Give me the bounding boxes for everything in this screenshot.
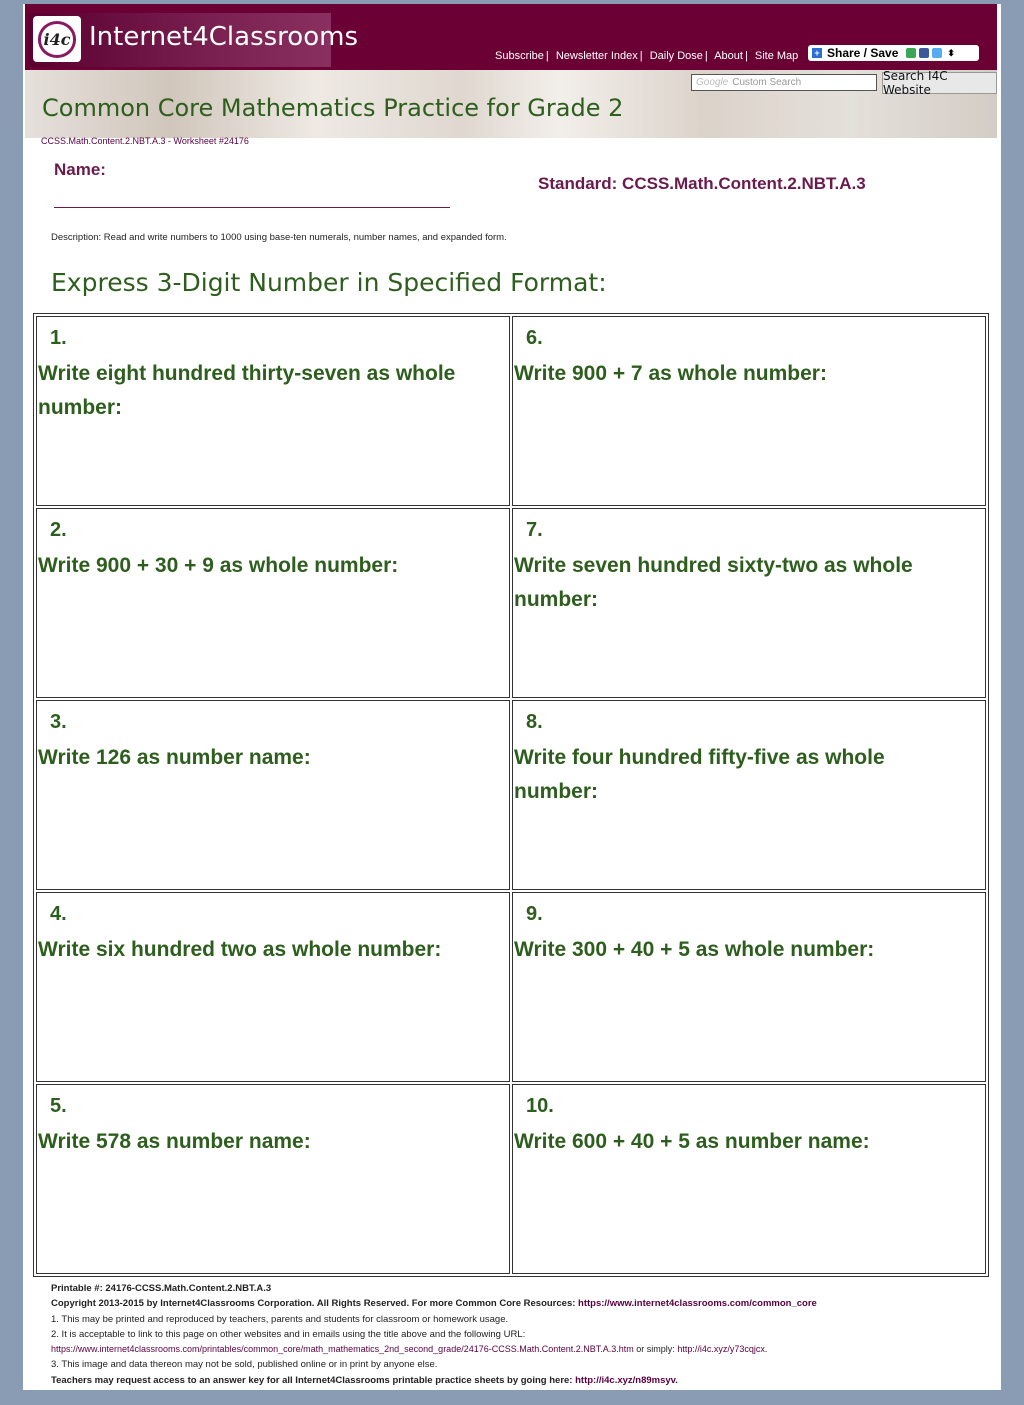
name-line — [54, 207, 450, 208]
question-number: 2. — [50, 519, 67, 541]
question-cell — [512, 508, 986, 698]
printable-number: Printable #: 24176-CCSS.Math.Content.2.NBT.A.3 — [51, 1283, 272, 1294]
question-text: Write four hundred fifty-five as whole number: — [514, 746, 885, 803]
question-cell — [36, 316, 510, 506]
nav-newsletter-index[interactable]: Newsletter Index — [555, 50, 638, 62]
question-cell — [36, 700, 510, 890]
question-cell — [512, 700, 986, 890]
note-3: 3. This image and data thereon may not be sold, published online or in print by anyone else. — [51, 1359, 438, 1371]
question-grid — [33, 313, 989, 1277]
nav-about[interactable]: About — [714, 50, 743, 62]
copyright: Copyright 2013-2015 by Internet4Classrooms Corporation. All Rights Reserved. For more Common Core Resources: https://www.internet4classrooms.com/common_core — [51, 1298, 817, 1310]
plus-icon: + — [812, 48, 822, 58]
twitter-icon — [932, 48, 942, 58]
search-button[interactable]: Search I4C Website — [882, 72, 997, 94]
i4c-logo-icon — [33, 16, 81, 62]
nav-daily-dose[interactable]: Daily Dose — [649, 50, 703, 62]
short-url[interactable]: http://i4c.xyz/y73cqjcx — [677, 1344, 765, 1355]
nav-subscribe[interactable]: Subscribe — [495, 50, 544, 62]
nav-site-map[interactable]: Site Map — [754, 50, 799, 62]
footer — [51, 1281, 991, 1388]
note-1: 1. This may be printed and reproduced by teachers, parents and students for classroom or homework usage. — [51, 1313, 509, 1325]
question-number: 10. — [526, 1095, 554, 1117]
site-logo[interactable] — [29, 13, 358, 67]
question-cell — [36, 508, 510, 698]
question-number: 8. — [526, 711, 543, 733]
question-cell — [36, 1084, 510, 1274]
question-text: Write 900 + 7 as whole number: — [514, 362, 827, 385]
standard-label: Standard: CCSS.Math.Content.2.NBT.A.3 — [538, 174, 866, 193]
question-text: Write 600 + 40 + 5 as number name: — [514, 1130, 870, 1153]
question-number: 1. — [50, 327, 67, 349]
question-number: 5. — [50, 1095, 67, 1117]
google-logo: Google — [696, 77, 729, 88]
url-line: https://www.internet4classrooms.com/printables/common_core/math_mathematics_2nd_second_grade/24176-CCSS.Math.Content.2.NBT.A.3.htm or simply: http://i4c.xyz/y73cqjcx. — [51, 1344, 768, 1355]
question-text: Write 578 as number name: — [38, 1130, 311, 1153]
share-label: Share / Save — [827, 46, 899, 60]
question-text: Write 126 as number name: — [38, 746, 311, 769]
question-text: Write eight hundred thirty-seven as whole number: — [38, 362, 456, 419]
answer-key-note: Teachers may request access to an answer key for all Internet4Classrooms printable practice sheets by going here: http://i4c.xyz/n89msyv. — [51, 1374, 678, 1386]
question-cell — [512, 1084, 986, 1274]
logo-icon-text: i4c — [38, 21, 77, 58]
question-number: 7. — [526, 519, 543, 541]
section-title: Express 3-Digit Number in Specified Format: — [51, 268, 607, 297]
description: Description: Read and write numbers to 1000 using base-ten numerals, number names, and expanded form. — [51, 232, 507, 243]
search-placeholder: Custom Search — [732, 77, 802, 88]
share-green-icon — [906, 48, 916, 58]
question-number: 9. — [526, 903, 543, 925]
page-title: Common Core Mathematics Practice for Grade 2 — [42, 94, 624, 122]
note-2: 2. It is acceptable to link to this page on other websites and in emails using the title above and the following URL: — [51, 1328, 526, 1340]
question-cell — [36, 892, 510, 1082]
top-nav: Subscribe | Newsletter Index | Daily Dose | About | Site Map — [495, 50, 799, 62]
facebook-icon — [919, 48, 929, 58]
question-number: 4. — [50, 903, 67, 925]
question-cell — [512, 892, 986, 1082]
chevron-updown-icon: ⬍ — [947, 47, 955, 58]
question-text: Write seven hundred sixty-two as whole number: — [514, 554, 913, 611]
name-label: Name: — [54, 160, 106, 179]
logo-text: Internet4Classrooms — [89, 22, 358, 52]
question-number: 6. — [526, 327, 543, 349]
page — [23, 4, 1001, 1390]
question-text: Write 300 + 40 + 5 as whole number: — [514, 938, 875, 961]
question-text: Write six hundred two as whole number: — [38, 938, 442, 961]
banner — [25, 70, 997, 138]
share-save-button[interactable] — [808, 45, 979, 61]
question-cell — [512, 316, 986, 506]
question-number: 3. — [50, 711, 67, 733]
answer-key-link[interactable]: http://i4c.xyz/n89msyv — [575, 1374, 676, 1386]
worksheet-url[interactable]: https://www.internet4classrooms.com/printables/common_core/math_mathematics_2nd_second_grade/24176-CCSS.Math.Content.2.NBT.A.3.htm — [51, 1344, 634, 1355]
worksheet-id: CCSS.Math.Content.2.NBT.A.3 - Worksheet #24176 — [41, 136, 249, 146]
header-bar — [25, 4, 997, 70]
search-input[interactable] — [691, 74, 877, 91]
common-core-link[interactable]: https://www.internet4classrooms.com/common_core — [578, 1298, 817, 1310]
question-text: Write 900 + 30 + 9 as whole number: — [38, 554, 399, 577]
